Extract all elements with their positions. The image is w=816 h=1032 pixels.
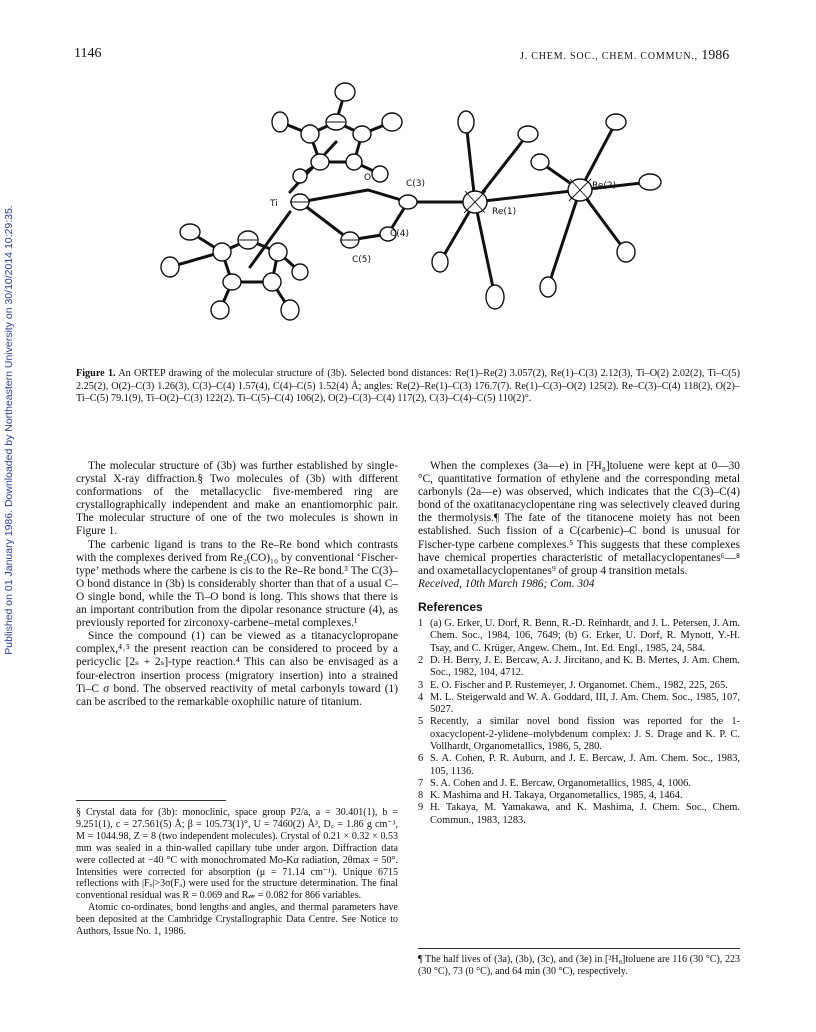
right-column [418, 460, 740, 827]
body-paragraph: The carbenic ligand is trans to the Re–Re bond which contrasts with the complexes derived from Re₂(CO)₁₀ by conventional ‘Fischer-type’ methods where the carbene is cis to the Re–Re bond.³ The C(3)–O bond distance in (3b) is considerably shorter than that of a usual C–O single bond, while the Ti–O bond is long. This shows that there is an important contribution from the dipolar resonance structure (4), as previously reported for zirconoxy-carbene–metal complexes.¹ [76, 538, 398, 630]
deposition-note: Atomic co-ordinates, bond lengths and angles, and thermal parameters have been deposited at the Cambridge Crystallographic Data Centre. See Notice to Authors, Issue No. 1, 1986. [76, 902, 398, 938]
label-re2: Re(2) [592, 181, 617, 191]
crystal-data-text: § Crystal data for (3b): monoclinic, space group P2/a, a = 30.401(1), b = 9.251(1), c = 27.561(5) Å; β = 105.73(1)°, U = 7460(2) Å³, D꜀ = 1.86 g cm⁻³, M = 1044.98, Z = 8 (two independent molecules). Crystal of 0.21 × 0.32 × 0.53 mm was sealed in a thin-walled capillary tube under argon. Diffraction data were collected at −40 °C with monochromated Mo-Kα radiation, 2θmax = 50°. Intensities were corrected for absorption (μ = 71.14 cm⁻¹). Unique 6715 reflections with |Fₒ|>3σ(Fₒ) were used for the structure determination. The final conventional residual was R = 0.069 and R𝓌 = 0.082 for 866 variables. [76, 807, 398, 902]
reference-item: 9 H. Takaya, M. Yamakawa, and K. Mashima, J. Chem. Soc., Chem. Commun., 1983, 1283. [418, 802, 740, 826]
body-paragraph: Since the compound (1) can be viewed as a titanacyclopropane complex,⁴˒⁵ the present reaction can be considered to proceed by a pericyclic [2ₛ + 2ₛ]-type reaction.⁴ This can also be envisaged as a four-electron insertion process (migratory insertion) into a strained Ti–C σ bond. The observed reactivity of metal carbonyls toward (1) can be ascribed to the remarkable oxophilic nature of titanium. [76, 630, 398, 708]
caption-text: An ORTEP drawing of the molecular structure of (3b). Selected bond distances: Re(1)–Re(2) 3.057(2), Re(1)–C(3) 2.12(3), Ti–O(2) 2.02(2), Ti–C(5) 2.25(2), O(2)–C(3) 1.26(3), C(3)–C(4) 1.57(4), C(4)–C(5) 1.52(4) Å; angles: Re(2)–Re(1)–C(3) 176.7(7). Re(1)–C(3)–O(2) 125(2). Re–C(3)–C(4) 118(2), O(2)–Ti–C(5) 79.1(9), Ti–O(2)–C(3) 122(2). Ti–C(5)–C(4) 106(2), O(2)–C(3)–C(4) 117(2), C(3)–C(4)–C(5) 110(2)°. [76, 368, 740, 405]
label-c3: C(3) [406, 179, 426, 189]
reference-item: 7 S. A. Cohen and J. E. Bercaw, Organometallics, 1985, 4, 1006. [418, 777, 691, 789]
label-re1: Re(1) [492, 207, 517, 217]
body-paragraph: The molecular structure of (3b) was further established by single-crystal X-ray diffraction.§ Two molecules of (3b) with different conformations of the metallacyclic five-membered ring are crystallographically independent and make an enantiomorphic pair. The molecular structure of one of the two molecules is shown in Figure 1. [76, 460, 398, 538]
journal-year: 1986 [701, 48, 730, 63]
label-ti: Ti [270, 199, 278, 209]
provenance-sidebar [2, 150, 16, 710]
reference-list [418, 618, 740, 827]
body-paragraph: When the complexes (3a—e) in [²H₈]toluene were kept at 0—30 °C, quantitative formation of ethylene and the corresponding metal carbonyls (2a—e) was observed, which indicates that the C(3)–C(4) bond of the oxatitanacyclopentane ring was selectively cleaved during the thermolysis.¶ The fate of the titanocene moiety has not been established. Such fission of a C(carbenic)–C bond is unusual for Fischer-type carbene complexes.⁵ This suggests that these complexes have chemical properties characteristic of metallacyclopentanes⁶—⁸ and oxametallacyclopentanes⁹ of group 4 transition metals. [418, 460, 740, 577]
label-c4: C(4) [390, 229, 410, 239]
reference-item: 2 D. H. Berry, J. E. Bercaw, A. J. Jircitano, and K. B. Mertes, J. Am. Chem. Soc., 1982, 104, 4712. [418, 654, 740, 679]
reference-item: 8 K. Mashima and H. Takaya, Organometallics, 1985, 4, 1464. [418, 790, 683, 802]
references-heading: References [418, 599, 483, 614]
reference-item: 5 Recently, a similar novel bond fission was reported for the 1-oxacyclopent-2-ylidene–molybdenum complex: J. S. Drage and K. P. C. Vollhardt, Organometallics, 1986, 5, 280. [418, 716, 740, 752]
ortep-figure [140, 62, 700, 342]
provenance-text: Published on 01 January 1986. Downloaded by Northeastern University on 30/10/2014 10:29:35. [3, 205, 15, 655]
label-c5: C(5) [352, 255, 372, 265]
footnote-rule [418, 948, 740, 949]
left-column [76, 460, 398, 709]
half-life-footnote [418, 948, 740, 978]
journal-name: J. CHEM. SOC., CHEM. COMMUN., [520, 51, 698, 62]
reference-item: 1 (a) G. Erker, U. Dorf, R. Benn, R.-D. Reinhardt, and J. L. Petersen, J. Am. Chem. Soc., 1984, 106, 7649; (b) G. Erker, U. Dorf, R. Mynott, Y.-H. Tsay, and C. Krüger, Angew. Chem., Int. Ed. Engl., 1985, 24, 584. [418, 618, 740, 654]
received-line: Received, 10th March 1986; Com. 304 [418, 577, 595, 590]
half-life-text: ¶ The half lives of (3a), (3b), (3c), and (3e) in [²H₈]toluene are 116 (30 °C), 223 (30 °C), 73 (0 °C), and 64 min (30 °C), respectively. [418, 954, 740, 977]
reference-item: 3 E. O. Fischer and P. Rustemeyer, J. Organomet. Chem., 1982, 225, 265. [418, 679, 728, 691]
label-o: O [364, 173, 372, 183]
caption-label: Figure 1. [76, 368, 116, 379]
footnote-rule [76, 800, 226, 801]
crystal-data-footnote [76, 800, 398, 938]
reference-item: 6 S. A. Cohen, P. R. Auburn, and J. E. Bercaw, J. Am. Chem. Soc., 1983, 105, 1136. [418, 753, 740, 777]
page-number: 1146 [74, 46, 102, 61]
figure-caption [76, 368, 740, 406]
reference-item: 4 M. L. Steigerwald and W. A. Goddard, III, J. Am. Chem. Soc., 1985, 107, 5027. [418, 691, 740, 716]
